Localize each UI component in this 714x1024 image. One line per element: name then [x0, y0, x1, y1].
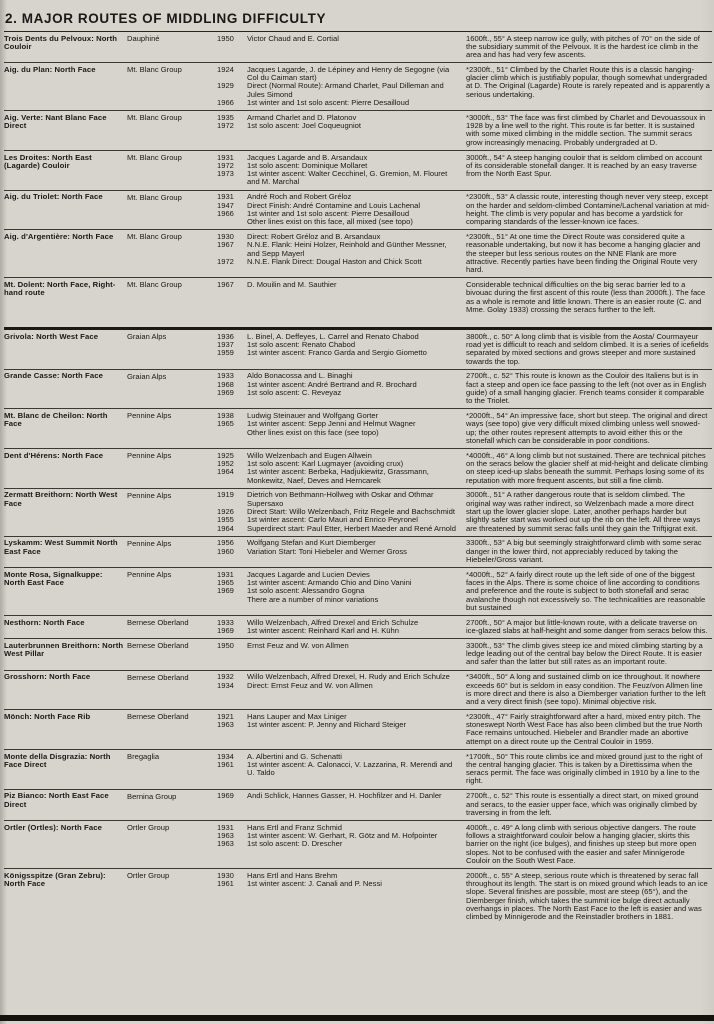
route-description: 2000ft., c. 55° A steep, serious route which is threatened by serac fall throughout its length. The start is on mixed ground which leads to an ice slope. Several finishes are possible, most are steep (65°), and the Diemberger finish, which takes the summit ice bulge direct actually overhangs in places. The North East Face to the left is easier and was climbed by Minnigerode and the Reinstadler brothers in 1881.	[466, 870, 708, 922]
route-name: Mt. Blanc de Cheilon: North Face	[4, 410, 108, 429]
route-description: 4000ft., c. 49° A long climb with serious objective dangers. The route follows a straightforward couloir below a hanging glacier, skirts this barrier on the right (ice bulges), and finishes up steep but more open slopes. Not to be confused with the easier and safer Minnigerode Couloir on the South West Face.	[466, 822, 697, 865]
ascent-detail: Direct Start: Willo Welzenbach, Fritz Regele and Bachschmidt	[247, 506, 455, 516]
route-group: Mt. Blanc Group	[127, 192, 182, 202]
table-row	[4, 488, 712, 536]
ascent-year: 1969	[217, 387, 234, 397]
first-ascents	[217, 66, 460, 107]
route-description: 3300ft., 53° The climb gives steep ice and mixed climbing starting by a ledge leading out of the central bay below the Direct Route. It is easier and safer than the latter but still rates as an important route.	[466, 640, 703, 667]
ascent-year: 1932	[217, 672, 234, 682]
ascent-year: 1930	[217, 231, 234, 241]
route-name: Grivola: North West Face	[4, 331, 99, 341]
ascent-year: 1966	[217, 98, 234, 108]
ascent-detail: Other lines exist on this face, all mixed (see topo)	[247, 217, 413, 227]
ascent-year: 1934	[217, 751, 234, 761]
ascent-year: 1963	[217, 720, 234, 730]
ascent-year: 1955	[217, 515, 234, 525]
first-ascents	[217, 35, 460, 60]
first-ascents	[217, 642, 460, 667]
route-group: Mt. Blanc Group	[127, 153, 182, 163]
table-row	[4, 110, 712, 150]
table-row	[4, 536, 712, 567]
ascent-year: 1925	[217, 450, 234, 460]
route-description: 2700ft., c. 52° This route is essentially a direct start, on mixed ground and seracs, to the easier upper face, which was originally climbed by traversing in from the left.	[466, 791, 699, 817]
ascent-detail: 1st winter ascent: Franco Garda and Sergio Giometto	[247, 348, 427, 358]
route-name: Aig. du Triolet: North Face	[4, 192, 103, 202]
table-row	[4, 448, 712, 488]
route-group: Bernese Oberland	[127, 641, 189, 651]
first-ascents	[217, 193, 460, 226]
route-name: Aig. du Plan: North Face	[4, 64, 96, 74]
page-title: 2. MAJOR ROUTES OF MIDDLING DIFFICULTY	[5, 11, 327, 26]
route-name: Monte Rosa, Signalkuppe: North East Face	[4, 569, 103, 588]
ascent-detail: Hans Ertl and Hans Brehm	[247, 870, 338, 880]
route-group: Mt. Blanc Group	[127, 280, 182, 290]
route-name: Aig. Verte: Nant Blanc Face Direct	[4, 112, 107, 131]
ascent-detail: Wolfgang Stefan and Kurt Diemberger	[247, 538, 376, 548]
table-row	[4, 150, 712, 190]
route-description: 2700ft., c. 52° This route is known as the Couloir des Italiens but is in fact a steep and open ice face passing to the left (not over as in English guide) of a small hanging glacier. French teams consider it comparable to the Triolet.	[466, 371, 707, 406]
table-row	[4, 567, 712, 615]
ascent-detail: 1st solo ascent: D. Drescher	[247, 839, 343, 849]
ascent-detail: Andi Schlick, Hannes Gasser, H. Hochfilzer and H. Danler	[247, 791, 442, 801]
route-description: 1600ft., 55° A steep narrow ice gully, with pitches of 70° on the side of the subsidiary summit of the Pelvoux. It is the hardest ice climb in the area and has had very few ascents.	[466, 33, 700, 60]
route-name: Nesthorn: North Face	[4, 617, 85, 627]
ascent-year: 1959	[217, 348, 234, 358]
ascent-detail: 1st solo ascent: Dominique Mollaret	[247, 160, 368, 170]
route-group: Pennine Alps	[127, 490, 172, 500]
table-row	[4, 709, 712, 749]
first-ascents	[217, 452, 460, 485]
first-ascents	[217, 372, 460, 405]
table-row	[4, 670, 712, 710]
ascent-year	[217, 218, 244, 226]
ascent-detail: 1st winter ascent: J. Canali and P. Nessi	[247, 878, 382, 888]
ascent-year: 1961	[217, 759, 234, 769]
ascent-detail: Ernst Feuz and W. von Allmen	[247, 640, 349, 650]
ascent-year: 1924	[217, 64, 234, 74]
route-description: *2000ft., 54° An impressive face, short but steep. The original and direct ways (see topo) give very difficult mixed climbing unless well snowed-up; the other routes represent attempts to avoid either this or the stonefall which can be considerable in poor conditions.	[466, 410, 708, 445]
route-description: 2700ft., 50° A major but little-known route, with a delicate traverse on ice-glazed slabs at half-height and some danger from seracs below this.	[466, 617, 708, 636]
ascent-year: 1966	[217, 208, 234, 218]
first-ascents	[217, 333, 460, 366]
ascent-detail: Willo Welzenbach, Alfred Drexel and Erich Schulze	[247, 617, 419, 627]
first-ascents	[217, 571, 460, 612]
route-name: Aig. d'Argentière: North Face	[4, 231, 114, 241]
ascent-detail: Direct (Normal Route): Armand Charlet, Paul Dilleman and Jules Simond	[247, 81, 444, 99]
ascent-year: 1973	[217, 169, 234, 179]
route-name: Mt. Dolent: North Face, Right-hand route	[4, 279, 116, 298]
ascent-detail: 1st winter ascent: A. Calonacci, V. Lazzarina, R. Merendi and U. Taldo	[247, 759, 453, 778]
ascent-detail: Superdirect start: Paul Etter, Herbert Maeder and René Arnold	[247, 523, 456, 533]
route-group: Ortler Group	[127, 871, 170, 881]
route-group: Bregaglia	[127, 752, 160, 762]
ascent-year: 1931	[217, 192, 234, 202]
route-description: *4000ft., 52° A fairly direct route up the left side of one of the biggest faces in the Alps. There is some choice of line according to conditions and preference and the route is subject to both stonefall and serac avalanche though not excessively so. The technicalities are reasonable but sustained	[466, 569, 706, 612]
ascent-detail: 1st winter ascent: Walter Cecchinel, G. Gremion, M. Flouret and M. Marchal	[247, 169, 448, 187]
route-name: Lauterbrunnen Breithorn: North West Pillar	[4, 640, 124, 659]
first-ascents	[217, 673, 460, 706]
route-description: *2300ft., 53° A classic route, interesting though never very steep, except on the harder and seldom-climbed Contamine/Lachenal variation at mid-height. The climb is very popular and has become a yardstick for comparing standards of the lesser-known ice faces.	[466, 192, 710, 227]
ascent-year: 1965	[217, 419, 234, 429]
ascent-detail: 1st winter ascent: André Bertrand and R. Brochard	[247, 379, 417, 389]
ascent-detail: 1st winter ascent: Armando Chio and Dino Vanini	[247, 578, 412, 588]
ascent-year: 1937	[217, 339, 234, 349]
route-group: Pennine Alps	[127, 570, 172, 580]
ascent-year: 1956	[217, 538, 234, 548]
route-description: *2300ft., 51° At one time the Direct Route was considered quite a reasonable undertaking, but now it has become a hanging glacier and the steeper but less serious routes on the NNE Flank are more attractive. Recently parties have been finding the Original Route very hard.	[466, 231, 701, 275]
ascent-year: 1969	[217, 791, 234, 801]
ascent-detail: Armand Charlet and D. Platonov	[247, 112, 357, 122]
table-row	[4, 820, 712, 868]
ascent-year: 1969	[217, 626, 234, 636]
ascent-year: 1961	[217, 878, 234, 888]
ascent-year: 1964	[217, 523, 234, 533]
first-ascents	[217, 412, 460, 445]
route-group: Bernese Oberland	[127, 672, 189, 682]
ascent-detail: 1st winter ascent: Reinhard Karl and H. Kühn	[247, 626, 399, 636]
route-name: Grande Casse: North Face	[4, 371, 103, 381]
ascent-detail: Direct: Robert Gréloz and B. Arsandaux	[247, 231, 381, 241]
ascent-detail: Direct: Ernst Feuz and W. von Allmen	[247, 680, 373, 690]
table-row	[4, 868, 712, 924]
ascent-year: 1964	[217, 467, 234, 477]
route-description: Considerable technical difficulties on the big serac barrier led to a bivouac during the first ascent of this route (less than 2000ft.). The face as a whole is remote and little known. There is an easier route (C. and Mme. Golay 1933) crossing the seracs further to the left.	[466, 279, 706, 314]
ascent-detail: Dietrich von Bethmann-Hollweg with Oskar and Othmar Supersaxo	[247, 490, 434, 508]
table-row	[4, 408, 712, 448]
ascent-detail: 1st solo ascent: C. Reveyaz	[247, 387, 342, 397]
table-row	[4, 369, 712, 409]
route-description: 3000ft., 51° A rather dangerous route that is seldom climbed. The original way was rather indirect, so Welzenbach made a more direct start up the lower glacier slope. Later, another perhaps harder but slightly safer start was worked out up the rib on the left. All three ways are threatened by summit serac falls until they gain the Triftjigrat exit.	[466, 490, 701, 533]
route-name: Königsspitze (Gran Zebru): North Face	[4, 870, 106, 888]
ascent-detail: Willo Welzenbach, Alfred Drexel, H. Rudy and Erich Schulze	[247, 672, 450, 682]
first-ascents	[217, 753, 460, 786]
ascent-detail: Jacques Lagarde, J. de Lépiney and Henry de Segogne (via Col du Caiman start)	[247, 64, 450, 83]
route-name: Mönch: North Face Rib	[4, 711, 91, 721]
first-ascents	[217, 281, 460, 314]
table-row	[4, 638, 712, 669]
ascent-detail: Aldo Bonacossa and L. Binaghi	[247, 371, 353, 381]
route-name: Zermatt Breithorn: North West Face	[4, 490, 118, 508]
ascent-detail: 1st solo ascent: Renato Chabod	[247, 339, 356, 349]
first-ascents	[217, 114, 460, 147]
route-description: *3000ft., 53° The face was first climbed by Charlet and Devouassoux in 1928 by a line well to the right. This route is far better. It is sustained with some mixed climbing in the middle section. The summit seracs grow increasingly menacing. Probably undergraded at D.	[466, 112, 706, 147]
ascent-detail: Other lines exist on this face (see topo)	[247, 427, 379, 437]
route-group: Mt. Blanc Group	[127, 232, 182, 242]
route-group: Bernese Oberland	[127, 712, 189, 722]
ascent-year: 1933	[217, 617, 234, 627]
ascent-detail: Variation Start: Toni Hiebeler and Werner Gross	[247, 546, 407, 556]
route-group: Ortler Group	[127, 823, 170, 833]
ascent-year: 1950	[217, 33, 234, 43]
route-group: Mt. Blanc Group	[127, 113, 182, 123]
route-group: Pennine Alps	[127, 451, 172, 461]
route-name: Monte della Disgrazia: North Face Direct	[4, 751, 111, 769]
first-ascents	[217, 713, 460, 746]
routes-table-body	[4, 32, 712, 924]
first-ascents	[217, 619, 460, 636]
route-description: *4000ft., 46° A long climb but not sustained. There are technical pitches on the seracs below the glacier shelf at mid-height and delicate climbing on steep iced-up slabs beneath the summit. Perhaps losing some of its reputation with more frequent ascents, but still a fine climb.	[466, 450, 708, 485]
first-ascents	[217, 872, 460, 922]
table-row	[4, 615, 712, 638]
first-ascents	[217, 491, 460, 532]
route-name: Trois Dents du Pelvoux: North Couloir	[4, 33, 118, 51]
ascent-detail: André Roch and Robert Gréloz	[247, 192, 352, 202]
ascent-year: 1938	[217, 410, 234, 420]
ascent-detail: N.N.E. Flank Direct: Dougal Haston and Chick Scott	[247, 256, 422, 266]
table-row	[4, 789, 712, 820]
table-row	[4, 277, 712, 317]
table-row	[4, 229, 712, 277]
ascent-detail: 1st solo ascent: Joel Coqueugniot	[247, 121, 361, 131]
ascent-year: 1963	[217, 830, 234, 840]
route-name: Piz Bianco: North East Face Direct	[4, 791, 109, 809]
ascent-year: 1972	[217, 121, 234, 131]
ascent-year: 1967	[217, 240, 234, 250]
ascent-detail: 1st winter ascent: Berbeka, Hadjukiewitz, Grassmann, Monkewitz, Naef, Deves and Herncarek	[247, 467, 429, 485]
table-row	[4, 190, 712, 230]
ascent-year: 1972	[217, 160, 234, 170]
ascent-year: 1950	[217, 640, 234, 650]
ascent-year: 1934	[217, 680, 234, 690]
table-row	[4, 749, 712, 789]
ascent-year: 1921	[217, 711, 234, 721]
ascent-year: 1929	[217, 81, 234, 91]
route-group: Graian Alps	[127, 332, 167, 342]
route-description: *2300ft., 47° Fairly straightforward after a hard, mixed entry pitch. The stoneswept North West Face has also been climbed but the true North Face remains untouched. Hiebeler and Brandler made an abortive attempt on a direct route up the Central Couloir in 1959.	[466, 711, 703, 746]
ascent-year: 1968	[217, 379, 234, 389]
table-row	[4, 327, 712, 369]
ascent-year: 1933	[217, 371, 234, 381]
ascent-year: 1963	[217, 839, 234, 849]
route-description: 3000ft., 54° A steep hanging couloir that is seldom climbed on account of its considerable stonefall danger. It is reached by an easy traverse from the North East Spur.	[466, 152, 703, 179]
ascent-year: 1965	[217, 578, 234, 588]
ascent-detail: 1st winter and 1st solo ascent: Pierre Desailloud	[247, 208, 410, 218]
first-ascents	[217, 539, 460, 564]
ascent-year: 1919	[217, 490, 234, 500]
ascent-year: 1931	[217, 152, 234, 162]
route-name: Grosshorn: North Face	[4, 672, 91, 682]
ascent-detail: Direct Finish: André Contamine and Louis Lachenal	[247, 200, 421, 210]
ascent-detail: Hans Ertl and Franz Schmid	[247, 822, 342, 832]
ascent-detail: A. Albertini and G. Schenatti	[247, 751, 342, 761]
ascent-detail: There are a number of minor variations	[247, 594, 379, 604]
ascent-detail: 1st solo ascent: Karl Lugmayer (avoiding crux)	[247, 458, 404, 468]
ascent-detail: 1st winter and 1st solo ascent: Pierre Desailloud	[247, 98, 410, 108]
route-description: *2300ft., 51° Climbed by the Charlet Route this is a classic hanging-glacier climb which is justifiably popular, though somewhat undergraded at D. The Original (Lagarde) Route is rarely repeated and is apparently a serious undertaking.	[466, 64, 710, 99]
ascent-detail: N.N.E. Flank: Heini Holzer, Reinhold and Günther Messner, and Sepp Mayerl	[247, 240, 447, 258]
ascent-year: 1935	[217, 112, 234, 122]
ascent-year: 1969	[217, 586, 234, 596]
ascent-year	[217, 429, 244, 437]
ascent-detail: D. Mouilin and M. Sauthier	[247, 279, 337, 289]
first-ascents	[217, 792, 460, 817]
route-group: Bernese Oberland	[127, 618, 189, 628]
ascent-detail: 1st winter ascent: Carlo Mauri and Enrico Peyronel	[247, 515, 418, 525]
first-ascents	[217, 824, 460, 865]
route-name: Ortler (Ortles): North Face	[4, 822, 102, 832]
ascent-detail: 1st winter ascent: Sepp Jenni and Helmut Wagner	[247, 419, 416, 429]
ascent-detail: Ludwig Steinauer and Wolfgang Gorter	[247, 410, 379, 420]
route-name: Dent d'Hérens: North Face	[4, 450, 104, 460]
route-description: *3400ft., 50° A long and sustained climb on ice throughout. It nowhere exceeds 60° but is seldom in easy condition. The Feuz/von Allmen line is more direct and there is also a Diemberger variation further to the left and a very direct finish (see topo). Minimal objective risk.	[466, 672, 706, 707]
ascent-year: 1960	[217, 546, 234, 556]
ascent-year: 1930	[217, 870, 234, 880]
ascent-year: 1926	[217, 506, 234, 516]
ascent-detail: L. Binel, A. Deffeyes, L. Carrel and Renato Chabod	[247, 331, 419, 341]
ascent-year: 1936	[217, 331, 234, 341]
route-group: Pennine Alps	[127, 538, 172, 548]
table-row	[4, 32, 712, 62]
ascent-detail: Willo Welzenbach and Eugen Allwein	[247, 450, 372, 460]
route-group: Pennine Alps	[127, 411, 172, 421]
ascent-year: 1967	[217, 279, 234, 289]
ascent-detail: Jacques Lagarde and Lucien Devies	[247, 569, 370, 579]
ascent-year: 1947	[217, 200, 234, 210]
route-description: 3300ft., 53° A big but seemingly straightforward climb with some serac danger in the lower third, not appreciably reduced by taking the Hiebeler/Gross variant.	[466, 538, 702, 564]
bottom-rule	[0, 1015, 714, 1021]
ascent-detail: Jacques Lagarde and B. Arsandaux	[247, 152, 368, 162]
ascent-year: 1931	[217, 822, 234, 832]
ascent-detail: Victor Chaud and E. Cortial	[247, 33, 339, 43]
route-group: Bernina Group	[127, 791, 177, 801]
route-description: 3800ft., c. 50° A long climb that is visible from the Aosta/ Courmayeur road yet is difficult to reach and seldom climbed. It is a series of icefields separated by mixed sections and grows steeper and more sustained towards the top.	[466, 331, 709, 366]
route-group: Dauphiné	[127, 34, 160, 43]
ascent-year: 1972	[217, 256, 234, 266]
ascent-detail: 1st winter ascent: W. Gerhart, R. Götz and M. Hofpointer	[247, 830, 438, 840]
ascent-year: 1931	[217, 569, 234, 579]
table-row	[4, 62, 712, 110]
route-name: Lyskamm: West Summit North East Face	[4, 538, 118, 556]
route-group: Mt. Blanc Group	[127, 65, 182, 75]
ascent-detail: 1st winter ascent: P. Jenny and Richard Steiger	[247, 720, 406, 730]
route-name: Les Droites: North East (Lagarde) Couloir	[4, 152, 92, 170]
first-ascents	[217, 154, 460, 187]
route-description: *1700ft., 50° This route climbs ice and mixed ground just to the right of the central hanging glacier. This is taken by a Direttissima when the seracs permit. The face was originally climbed in 1910 by a line to the right.	[466, 751, 703, 786]
ascent-detail: Hans Lauper and Max Liniger	[247, 711, 347, 721]
first-ascents	[217, 233, 460, 274]
route-group: Graian Alps	[127, 371, 167, 381]
ascent-year	[217, 596, 244, 604]
ascent-year: 1952	[217, 458, 234, 468]
ascent-detail: 1st solo ascent: Alessandro Gogna	[247, 586, 365, 596]
